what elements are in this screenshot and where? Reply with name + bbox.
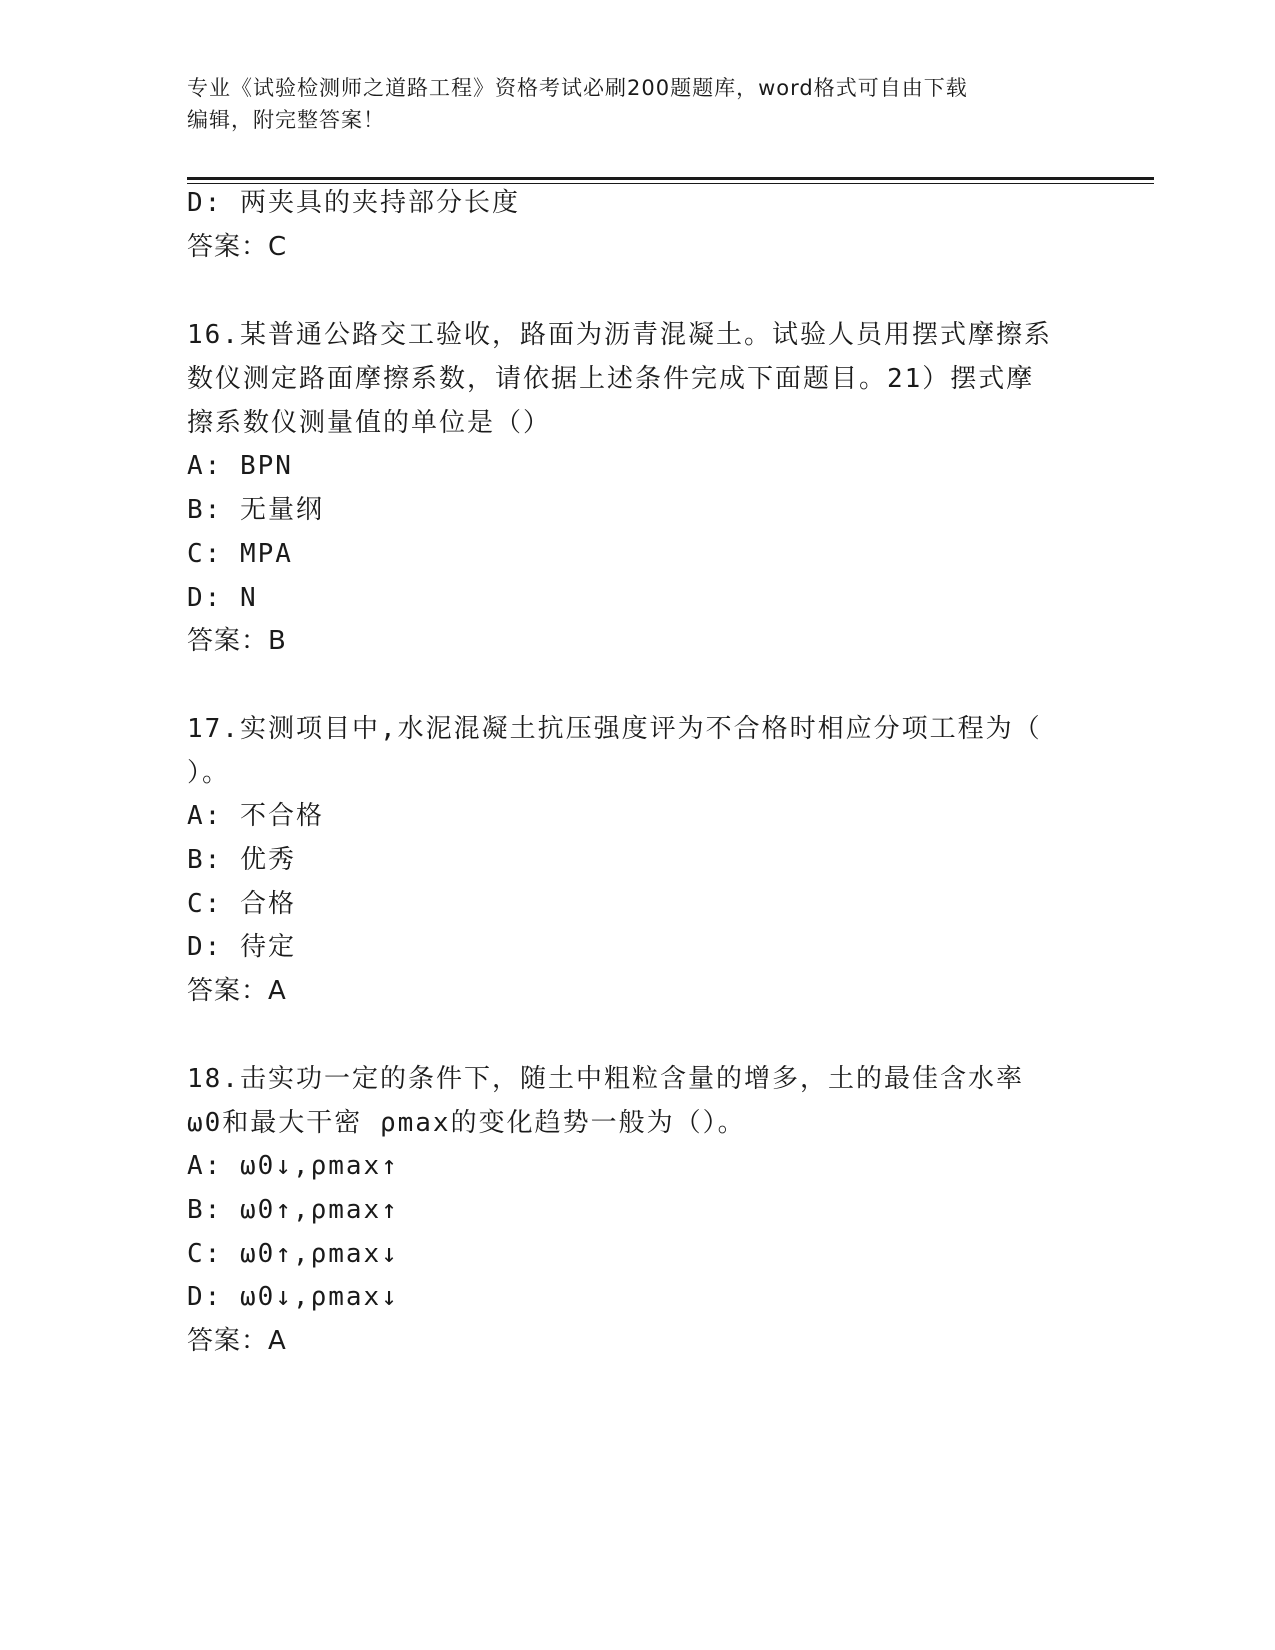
q16-option-a: A: BPN — [187, 451, 293, 481]
q18-option-c: C: ω0↑,ρmax↓ — [187, 1239, 399, 1269]
q17-option-b: B: 优秀 — [187, 845, 296, 875]
q17-stem-line-1: 17.实测项目中,水泥混凝土抗压强度评为不合格时相应分项工程为（ — [187, 714, 1042, 744]
q18-stem-line-2: ω0和最大干密 ρmax的变化趋势一般为（）。 — [187, 1108, 746, 1138]
q17-stem-line-2: ）。 — [187, 758, 231, 788]
document-header — [187, 72, 1087, 136]
q17-option-d: D: 待定 — [187, 932, 296, 962]
q18-option-b: B: ω0↑,ρmax↑ — [187, 1195, 399, 1225]
header-rule-thin — [187, 183, 1154, 184]
q17-answer: 答案：A — [187, 976, 287, 1006]
header-line-2: 编辑，附完整答案！ — [187, 108, 385, 132]
q16-stem-line-1: 16.某普通公路交工验收，路面为沥青混凝土。试验人员用摆式摩擦系 — [187, 320, 1052, 350]
q18-stem-line-1: 18.击实功一定的条件下，随土中粗粒含量的增多，土的最佳含水率 — [187, 1064, 1024, 1094]
q18-answer: 答案：A — [187, 1326, 287, 1356]
q16-answer: 答案：B — [187, 626, 287, 656]
header-rule-thick — [187, 177, 1154, 180]
q16-stem-line-3: 擦系数仪测量值的单位是（） — [187, 408, 552, 438]
q16-option-c: C: MPA — [187, 539, 293, 569]
q17-option-a: A: 不合格 — [187, 801, 324, 831]
q16-option-d: D: N — [187, 583, 258, 613]
q17-option-c: C: 合格 — [187, 889, 296, 919]
header-line-1: 专业《试验检测师之道路工程》资格考试必刷200题题库，word格式可自由下载 — [187, 76, 968, 100]
prev-option-d: D: 两夹具的夹持部分长度 — [187, 188, 520, 218]
q16-stem-line-2: 数仪测定路面摩擦系数，请依据上述条件完成下面题目。21）摆式摩 — [187, 364, 1035, 394]
q18-option-a: A: ω0↓,ρmax↑ — [187, 1151, 399, 1181]
q16-option-b: B: 无量纲 — [187, 495, 324, 525]
prev-answer: 答案：C — [187, 232, 288, 262]
q18-option-d: D: ω0↓,ρmax↓ — [187, 1282, 399, 1312]
